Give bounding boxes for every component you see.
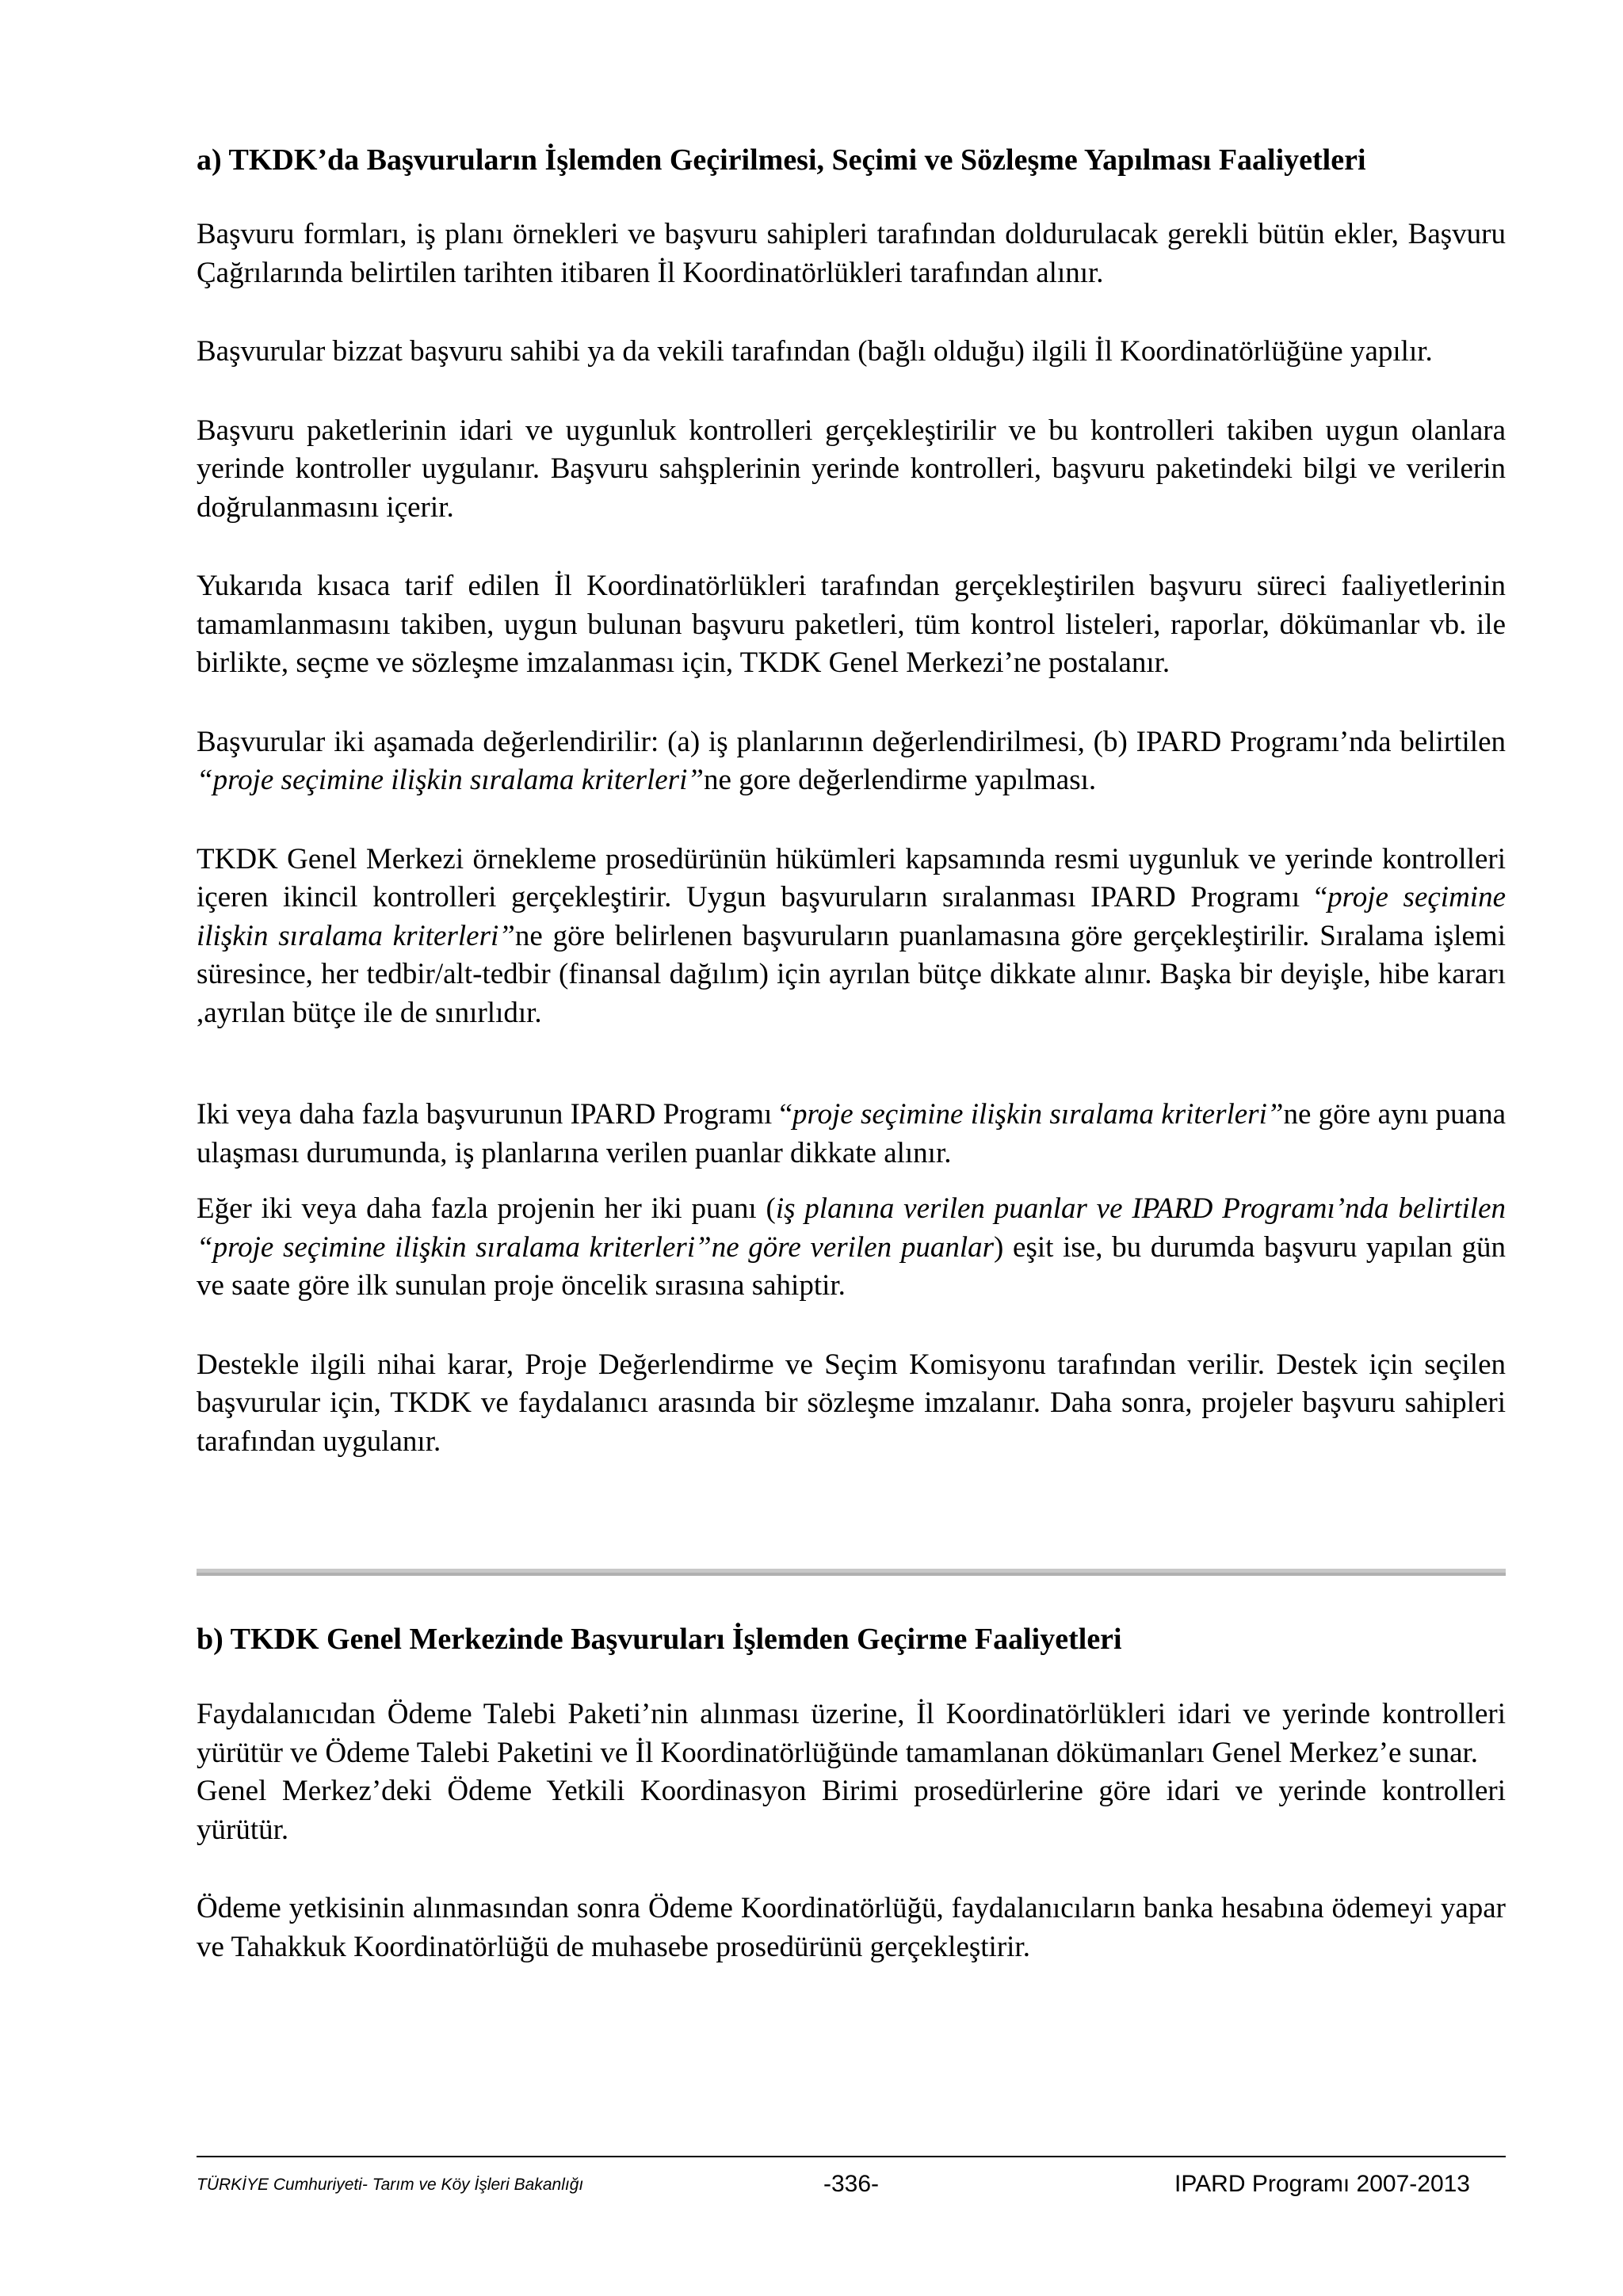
- document-page: [197, 0, 1506, 2296]
- page-footer: [197, 2171, 1506, 2203]
- section-a-paragraph-9: Destekle ilgili nihai karar, Proje Değerlendirme ve Seçim Komisyonu tarafından verilir. Destek için seçilen başvurular için, TKDK ve faydalanıcı arasında bir sözleşme imzalanır. Daha sonra, projeler başvuru sahipleri tarafından uygulanır.: [197, 1348, 1506, 1458]
- paragraph-emphasis: iş planına verilen puanlar ve IPARD Programı’nda belirtilen “proje seçimine ilişkin sıralama kriterleri”ne göre verilen puanlar: [197, 1192, 1506, 1264]
- paragraph-emphasis: proje seçimine ilişkin sıralama kriterleri”: [792, 1098, 1284, 1131]
- paragraph-text: Iki veya daha fazla başvurunun IPARD Programı “: [197, 1098, 792, 1131]
- section-a-paragraph-5: [197, 723, 1506, 800]
- section-a-paragraph-2: Başvurular bizzat başvuru sahibi ya da vekili tarafından (bağlı olduğu) ilgili İl Koordinatörlüğüne yapılır.: [197, 335, 1433, 368]
- section-b-paragraph-2: Genel Merkez’deki Ödeme Yetkili Koordinasyon Birimi prosedürlerine göre idari ve yerinde kontrolleri yürütür.: [197, 1775, 1506, 1846]
- section-a-paragraph-8: [197, 1190, 1506, 1306]
- paragraph-emphasis: “proje seçimine ilişkin sıralama kriterleri”: [197, 764, 704, 796]
- paragraph-text: Başvurular iki aşamada değerlendirilir: (a) iş planlarının değerlendirilmesi, (b) IPARD Programı’nda belirtilen: [197, 725, 1506, 758]
- section-a-paragraph-7: [197, 1096, 1506, 1173]
- paragraph-emphasis: proje seçimine ilişkin sıralama kriterleri”: [197, 881, 1506, 952]
- footer-divider: [197, 2156, 1506, 2157]
- section-a-heading: a) TKDK’da Başvuruların İşlemden Geçirilmesi, Seçimi ve Sözleşme Yapılması Faaliyetleri: [197, 143, 1366, 177]
- section-a-body: [197, 215, 1506, 1461]
- section-b-paragraph-1: Faydalanıcıdan Ödeme Talebi Paketi’nin alınması üzerine, İl Koordinatörlükleri idari ve yerinde kontrolleri yürütür ve Ödeme Talebi Paketini ve İl Koordinatörlüğünde tamamlanan dökümanları Genel Merkez’e sunar.: [197, 1698, 1506, 1769]
- section-b-paragraph-3: Ödeme yetkisinin alınmasından sonra Ödeme Koordinatörlüğü, faydalanıcıların banka hesabına ödemeyi yapar ve Tahakkuk Koordinatörlüğü de muhasebe prosedürünü gerçekleştirir.: [197, 1892, 1506, 1963]
- section-b-heading: b) TKDK Genel Merkezinde Başvuruları İşlemden Geçirme Faaliyetleri: [197, 1623, 1122, 1656]
- section-a-paragraph-4: Yukarıda kısaca tarif edilen İl Koordinatörlükleri tarafından gerçekleştirilen başvuru süreci faaliyetlerinin tamamlanmasını takiben, uygun bulunan başvuru paketleri, tüm kontrol listeleri, raporlar, dökümanlar vb. ile birlikte, seçme ve sözleşme imzalanması için, TKDK Genel Merkezi’ne postalanır.: [197, 570, 1506, 679]
- paragraph-text: ne göre aynı puana ulaşması durumunda, iş planlarına verilen puanlar dikkate alınır.: [197, 1098, 1506, 1169]
- section-a-paragraph-1: Başvuru formları, iş planı örnekleri ve başvuru sahipleri tarafından doldurulacak gerekli bütün ekler, Başvuru Çağrılarında belirtilen tarihten itibaren İl Koordinatörlükleri tarafından alınır.: [197, 218, 1506, 289]
- footer-program-title: IPARD Programı 2007-2013: [1174, 2171, 1470, 2197]
- paragraph-text: ne göre belirlenen başvuruların puanlamasına göre gerçekleştirilir. Sıralama işlemi süresince, her tedbir/alt-tedbir (finansal dağılım) için ayrılan bütçe dikkate alınır. Başka bir deyişle, hibe kararı ,ayrılan bütçe ile de sınırlıdır.: [197, 919, 1506, 1029]
- page-number: -336-: [823, 2171, 880, 2197]
- section-a-paragraph-3: Başvuru paketlerinin idari ve uygunluk kontrolleri gerçekleştirilir ve bu kontrolleri takiben uygun olanlara yerinde kontroller uygulanır. Başvuru sahşplerinin yerinde kontrolleri, başvuru paketindeki bilgi ve verilerin doğrulanmasını içerir.: [197, 414, 1506, 524]
- paragraph-text: Eğer iki veya daha fazla projenin her iki puanı (: [197, 1192, 776, 1225]
- paragraph-text: ne gore değerlendirme yapılması.: [703, 764, 1097, 796]
- paragraph-text: ) eşit ise, bu durumda başvuru yapılan gün ve saate göre ilk sunulan proje öncelik sırasına sahiptir.: [197, 1230, 1506, 1302]
- footer-ministry: TÜRKİYE Cumhuriyeti- Tarım ve Köy İşleri Bakanlığı: [197, 2176, 584, 2194]
- section-a-paragraph-6: [197, 841, 1506, 1033]
- paragraph-text: TKDK Genel Merkezi örnekleme prosedürünün hükümleri kapsamında resmi uygunluk ve yerinde kontrolleri içeren ikincil kontrolleri gerçekleştirir. Uygun başvuruların sıralanması IPARD Programı “: [197, 842, 1506, 913]
- section-divider: [197, 1569, 1506, 1576]
- section-b-body: [197, 1695, 1506, 1966]
